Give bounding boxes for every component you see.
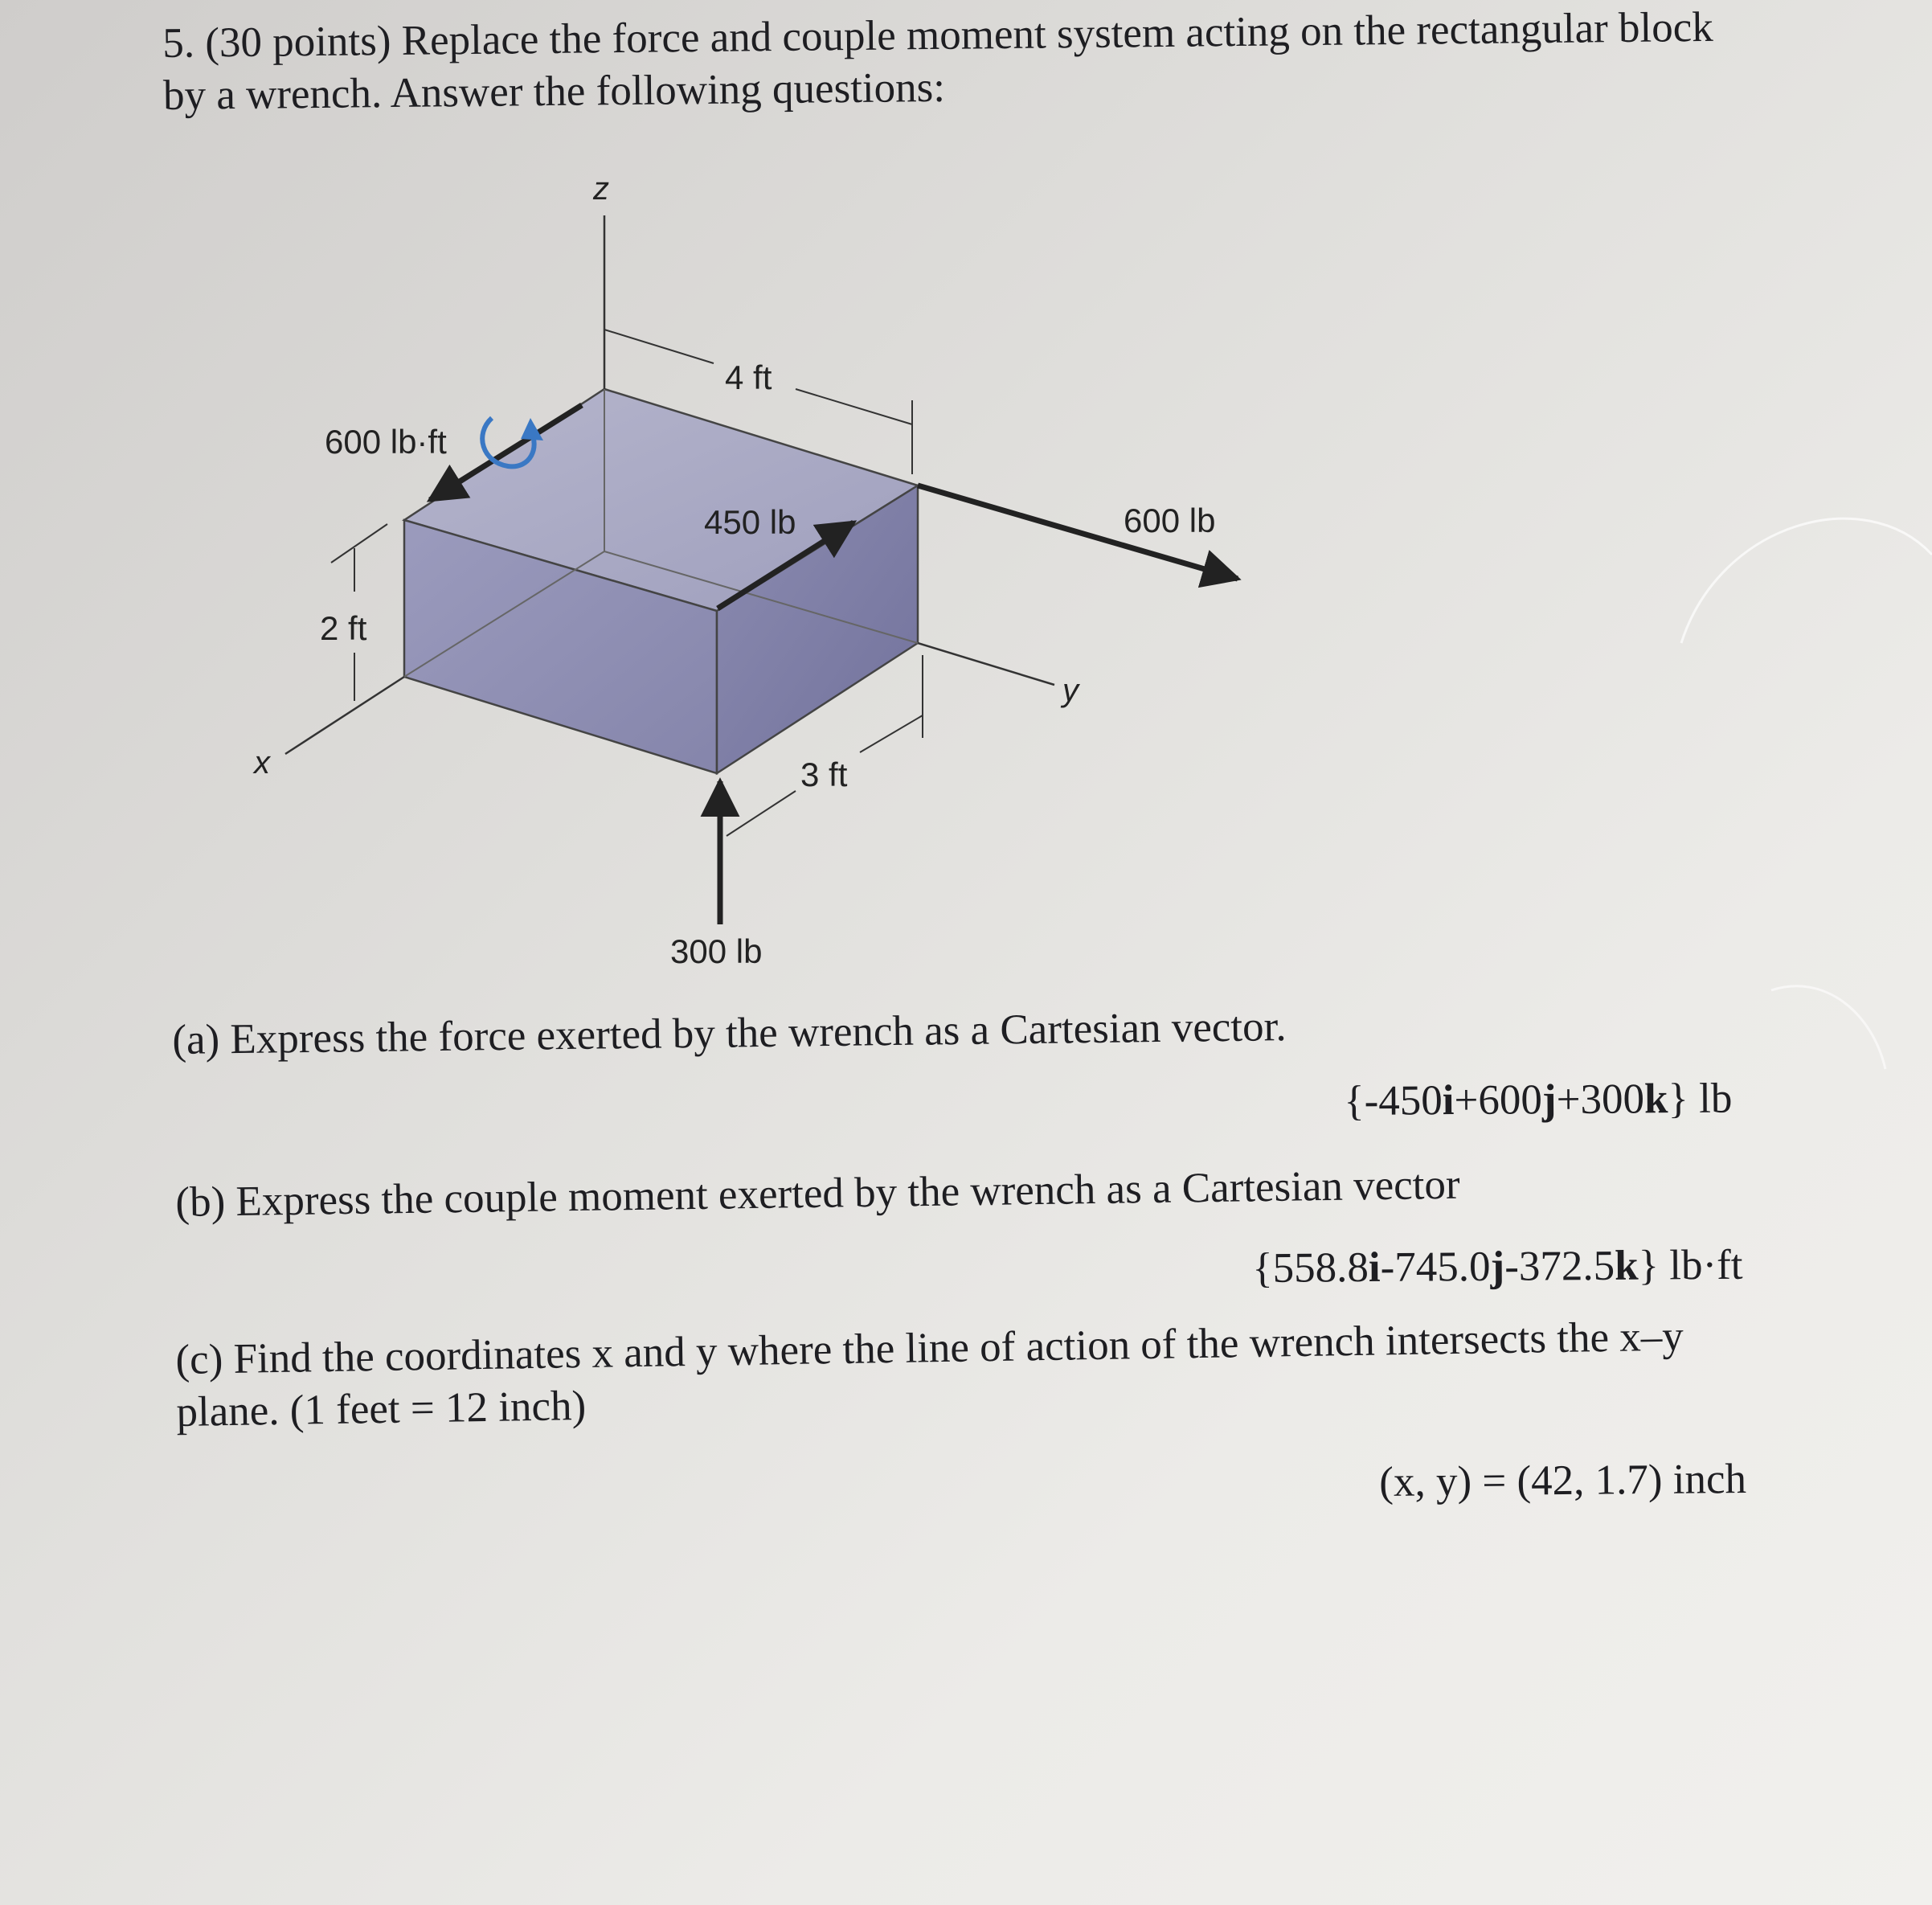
force-600-label: 600 lb bbox=[1124, 502, 1216, 539]
y-axis-label: y bbox=[1062, 673, 1079, 708]
x-axis-label: x bbox=[254, 745, 270, 780]
part-a-answer-i: i bbox=[1442, 1077, 1455, 1125]
part-a-answer-post: } lb bbox=[1668, 1075, 1733, 1123]
dim-2ft-label: 2 ft bbox=[320, 609, 367, 647]
part-a-answer-k: k bbox=[1643, 1075, 1668, 1123]
question-line-1: 5. (30 points) Replace the force and couple moment system acting on the rectangular block bbox=[162, 3, 1714, 67]
dim-2ft-top-tick bbox=[331, 524, 387, 563]
part-c-question-line-2: plane. (1 feet = 12 inch) bbox=[176, 1382, 587, 1436]
part-b-answer-j: j bbox=[1490, 1243, 1505, 1290]
part-b-answer-mid2: -372.5 bbox=[1504, 1242, 1615, 1290]
question-line-2: by a wrench. Answer the following questions: bbox=[162, 63, 946, 119]
part-b-answer-k: k bbox=[1614, 1242, 1639, 1289]
dim-4ft-line-b bbox=[796, 389, 912, 424]
part-b-answer-i: i bbox=[1368, 1243, 1381, 1291]
part-a-answer-pre: {-450 bbox=[1344, 1077, 1443, 1125]
part-b-answer-mid1: -745.0 bbox=[1380, 1243, 1491, 1291]
y-axis-line bbox=[918, 643, 1054, 685]
dim-4ft-line-a bbox=[604, 330, 714, 363]
part-a-answer-j: j bbox=[1541, 1076, 1557, 1124]
part-a-answer-mid1: +600 bbox=[1454, 1076, 1543, 1125]
force-300-label: 300 lb bbox=[670, 932, 763, 970]
part-b-answer bbox=[1252, 1239, 1743, 1295]
glare-arc-1 bbox=[1681, 518, 1932, 643]
part-b-question: (b) Express the couple moment exerted by the wrench as a Cartesian vector bbox=[175, 1161, 1460, 1226]
dim-3ft-line-a bbox=[860, 715, 923, 752]
part-c-question-line-1: (c) Find the coordinates x and y where the line of action of the wrench intersects the x–y bbox=[175, 1313, 1684, 1383]
part-a-question: (a) Express the force exerted by the wrench as a Cartesian vector. bbox=[172, 1003, 1287, 1063]
dim-3ft-label: 3 ft bbox=[800, 756, 848, 793]
z-axis-label: z bbox=[593, 171, 609, 207]
dim-4ft-label: 4 ft bbox=[725, 358, 772, 396]
glare-arc-2 bbox=[1771, 986, 1885, 1069]
part-a-answer-mid2: +300 bbox=[1556, 1075, 1645, 1124]
part-b-answer-post: } lb·ft bbox=[1638, 1241, 1743, 1289]
part-a-answer bbox=[1344, 1073, 1733, 1128]
part-b-answer-pre: {558.8 bbox=[1252, 1243, 1369, 1292]
part-c-answer: (x, y) = (42, 1.7) inch bbox=[1379, 1456, 1747, 1506]
dim-3ft-line-b bbox=[727, 791, 796, 836]
force-450-label: 450 lb bbox=[704, 503, 796, 541]
x-axis-line bbox=[285, 677, 404, 754]
moment-label: 600 lb·ft bbox=[325, 423, 447, 461]
